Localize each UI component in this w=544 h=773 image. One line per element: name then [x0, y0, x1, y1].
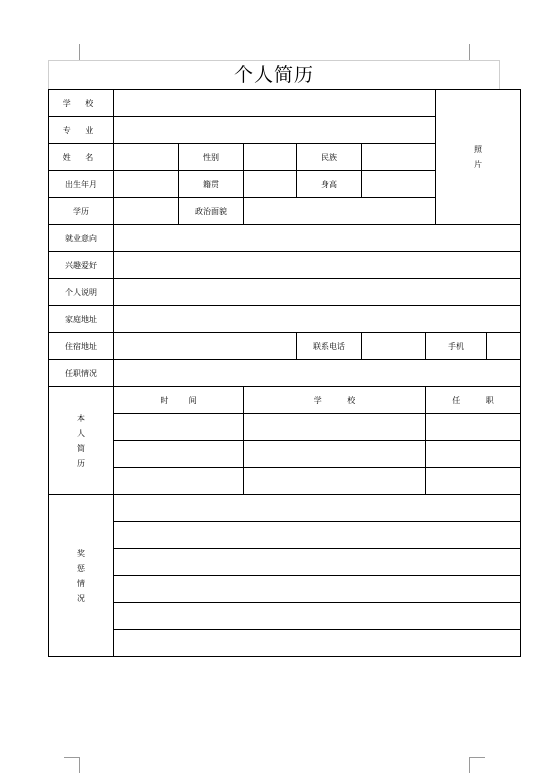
label-major: 专 业	[49, 117, 114, 144]
label-education: 学历	[49, 198, 114, 225]
photo-char-1: 照	[474, 145, 483, 154]
awards-row-6[interactable]	[114, 630, 521, 657]
label-job-intent: 就业意向	[49, 225, 114, 252]
resume-position-2[interactable]	[426, 441, 521, 468]
photo-char-2: 片	[474, 160, 483, 169]
label-origin: 籍贯	[179, 171, 244, 198]
resume-form-table	[48, 89, 521, 657]
label-birth: 出生年月	[49, 171, 114, 198]
awards-char-2: 惩	[77, 563, 85, 573]
awards-row-1[interactable]	[114, 495, 521, 522]
awards-block-label	[49, 495, 114, 657]
resume-header-school: 学 校	[244, 387, 426, 414]
height-field[interactable]	[362, 171, 436, 198]
crop-mark-bottom-right-v	[469, 757, 470, 773]
label-position-status: 任职情况	[49, 360, 114, 387]
resume-time-2[interactable]	[114, 441, 244, 468]
label-ethnicity: 民族	[297, 144, 362, 171]
photo-box[interactable]	[436, 90, 521, 225]
origin-field[interactable]	[244, 171, 297, 198]
crop-mark-top-right-v	[469, 44, 470, 60]
label-mobile: 手机	[426, 333, 487, 360]
label-hobbies: 兴趣爱好	[49, 252, 114, 279]
label-gender: 性别	[179, 144, 244, 171]
mobile-field[interactable]	[487, 333, 521, 360]
job-intent-field[interactable]	[114, 225, 521, 252]
education-field[interactable]	[114, 198, 179, 225]
resume-time-1[interactable]	[114, 414, 244, 441]
resume-position-1[interactable]	[426, 414, 521, 441]
label-height: 身高	[297, 171, 362, 198]
ethnicity-field[interactable]	[362, 144, 436, 171]
awards-char-4: 况	[77, 593, 85, 603]
major-field[interactable]	[114, 117, 436, 144]
position-status-field[interactable]	[114, 360, 521, 387]
label-contact-phone: 联系电话	[297, 333, 362, 360]
resume-school-2[interactable]	[244, 441, 426, 468]
home-address-field[interactable]	[114, 306, 521, 333]
awards-row-3[interactable]	[114, 549, 521, 576]
awards-row-4[interactable]	[114, 576, 521, 603]
crop-mark-bottom-left-h	[64, 757, 80, 758]
label-name: 姓 名	[49, 144, 114, 171]
resume-char-4: 历	[77, 458, 85, 468]
resume-char-1: 本	[77, 413, 85, 423]
resume-block-label	[49, 387, 114, 495]
document-title: 个人简历	[233, 64, 314, 86]
school-field[interactable]	[114, 90, 436, 117]
crop-mark-bottom-right-h	[469, 757, 485, 758]
name-field[interactable]	[114, 144, 179, 171]
resume-char-2: 人	[77, 428, 85, 438]
resume-school-3[interactable]	[244, 468, 426, 495]
crop-mark-top-left-v	[79, 44, 80, 60]
label-home-address: 家庭地址	[49, 306, 114, 333]
label-current-address: 住宿地址	[49, 333, 114, 360]
hobbies-field[interactable]	[114, 252, 521, 279]
current-address-field[interactable]	[114, 333, 297, 360]
label-political: 政治面貌	[179, 198, 244, 225]
birth-field[interactable]	[114, 171, 179, 198]
resume-school-1[interactable]	[244, 414, 426, 441]
self-intro-field[interactable]	[114, 279, 521, 306]
resume-header-position: 任 职	[426, 387, 521, 414]
resume-time-3[interactable]	[114, 468, 244, 495]
resume-char-3: 简	[77, 443, 85, 453]
awards-char-1: 奖	[77, 548, 85, 558]
label-self-intro: 个人说明	[49, 279, 114, 306]
contact-phone-field[interactable]	[362, 333, 426, 360]
resume-header-time: 时 间	[114, 387, 244, 414]
awards-row-5[interactable]	[114, 603, 521, 630]
awards-char-3: 情	[77, 578, 85, 588]
awards-row-2[interactable]	[114, 522, 521, 549]
gender-field[interactable]	[244, 144, 297, 171]
political-field[interactable]	[244, 198, 436, 225]
crop-mark-bottom-left-v	[79, 757, 80, 773]
label-school: 学 校	[49, 90, 114, 117]
resume-position-3[interactable]	[426, 468, 521, 495]
